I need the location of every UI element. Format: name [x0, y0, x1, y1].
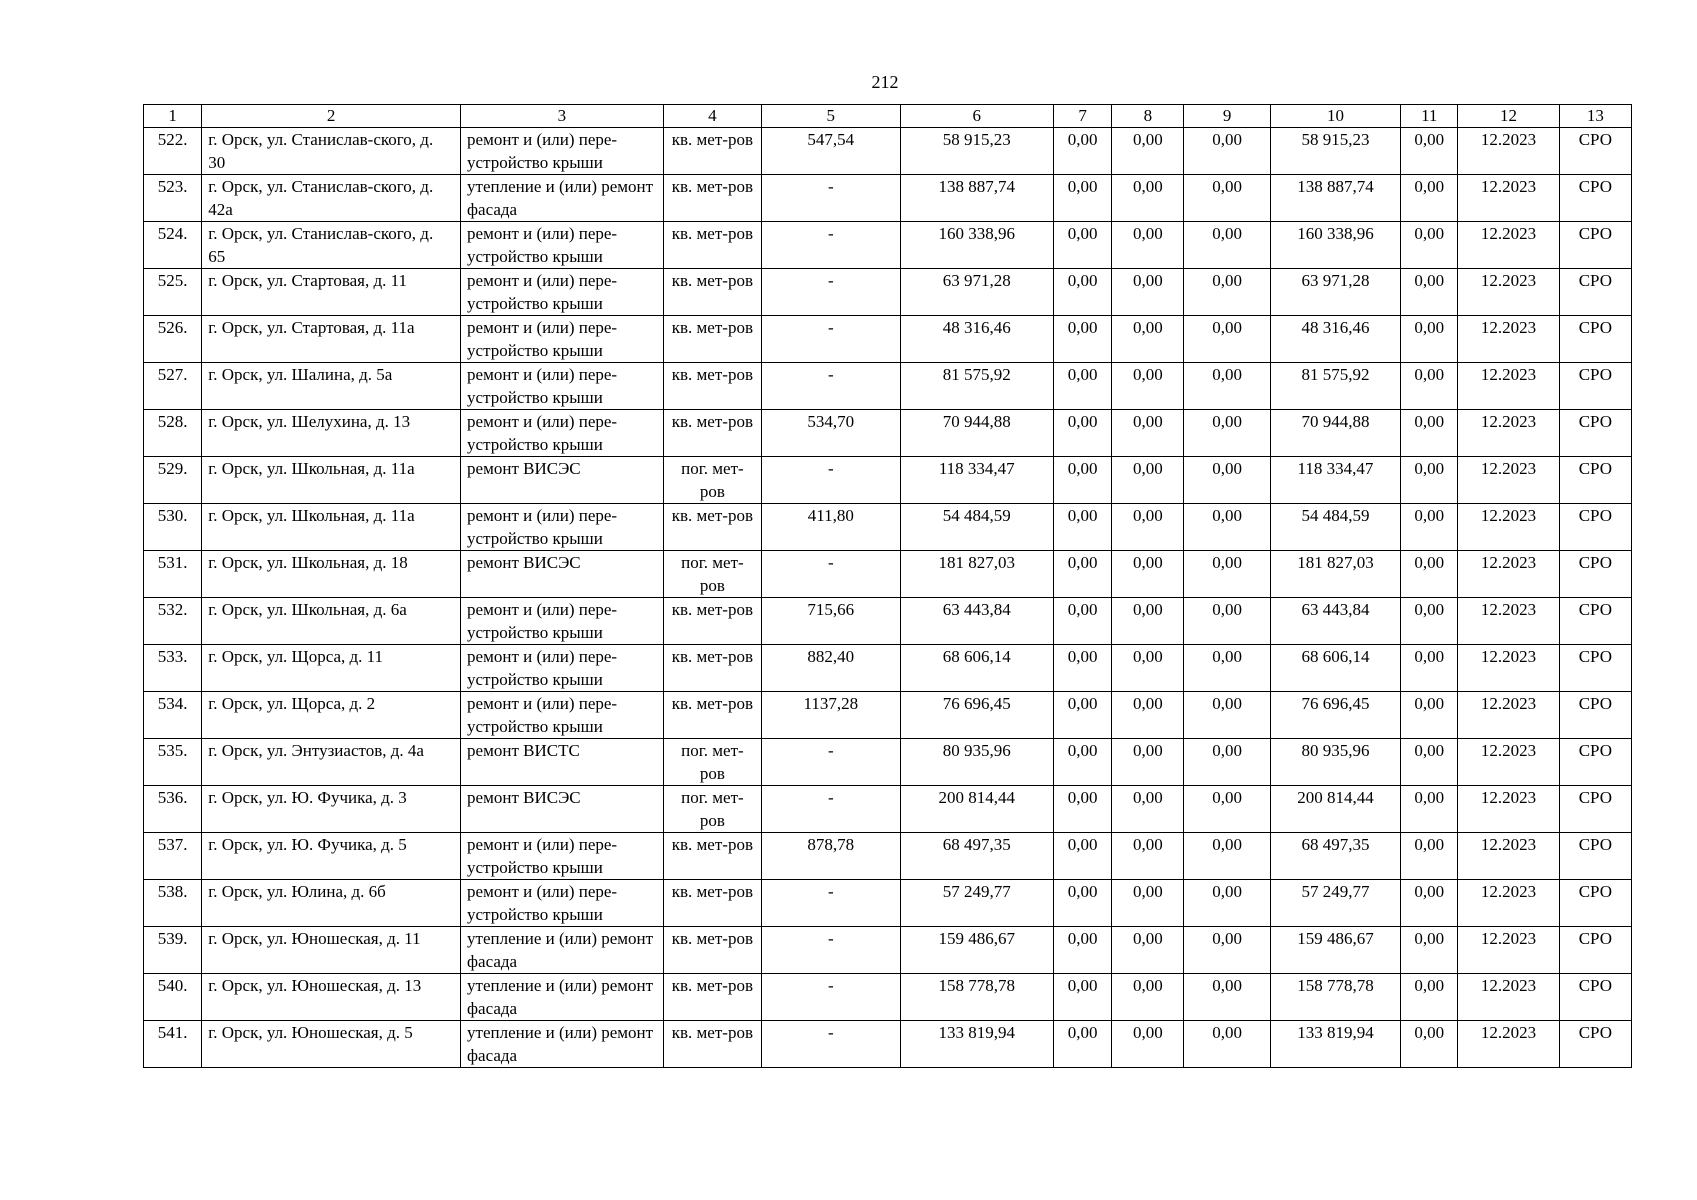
work-type-cell: ремонт и (или) пере-устройство крыши [461, 269, 664, 316]
quantity-cell: - [762, 175, 900, 222]
unit-cell: кв. мет-ров [663, 222, 761, 269]
total-cost-cell: 181 827,03 [900, 551, 1054, 598]
col8-cell: 0,00 [1112, 786, 1184, 833]
quantity-cell: - [762, 786, 900, 833]
quantity-cell: - [762, 551, 900, 598]
contractor-cell: СРО [1559, 410, 1631, 457]
quantity-cell: - [762, 880, 900, 927]
table-row [144, 128, 1632, 175]
col7-cell: 0,00 [1054, 974, 1112, 1021]
table-row [144, 1021, 1632, 1068]
fund-cost-cell: 181 827,03 [1270, 551, 1400, 598]
quantity-cell: 411,80 [762, 504, 900, 551]
unit-cell: кв. мет-ров [663, 316, 761, 363]
col11-cell: 0,00 [1401, 222, 1458, 269]
fund-cost-cell: 159 486,67 [1270, 927, 1400, 974]
quantity-cell: 882,40 [762, 645, 900, 692]
col8-cell: 0,00 [1112, 457, 1184, 504]
work-type-cell: утепление и (или) ремонт фасада [461, 974, 664, 1021]
contractor-cell: СРО [1559, 833, 1631, 880]
row-number: 523. [144, 175, 202, 222]
col7-cell: 0,00 [1054, 363, 1112, 410]
col9-cell: 0,00 [1184, 551, 1270, 598]
col8-cell: 0,00 [1112, 269, 1184, 316]
col9-cell: 0,00 [1184, 222, 1270, 269]
work-type-cell: ремонт и (или) пере-устройство крыши [461, 880, 664, 927]
deadline-cell: 12.2023 [1458, 1021, 1559, 1068]
total-cost-cell: 57 249,77 [900, 880, 1054, 927]
row-number: 540. [144, 974, 202, 1021]
col7-cell: 0,00 [1054, 692, 1112, 739]
col9-cell: 0,00 [1184, 1021, 1270, 1068]
address-cell: г. Орск, ул. Юношеская, д. 11 [202, 927, 461, 974]
fund-cost-cell: 118 334,47 [1270, 457, 1400, 504]
column-header: 1 [144, 105, 202, 128]
unit-cell: кв. мет-ров [663, 363, 761, 410]
col8-cell: 0,00 [1112, 222, 1184, 269]
col9-cell: 0,00 [1184, 974, 1270, 1021]
row-number: 533. [144, 645, 202, 692]
column-header: 8 [1112, 105, 1184, 128]
deadline-cell: 12.2023 [1458, 880, 1559, 927]
address-cell: г. Орск, ул. Ю. Фучика, д. 3 [202, 786, 461, 833]
deadline-cell: 12.2023 [1458, 128, 1559, 175]
column-header: 3 [461, 105, 664, 128]
deadline-cell: 12.2023 [1458, 504, 1559, 551]
row-number: 526. [144, 316, 202, 363]
contractor-cell: СРО [1559, 598, 1631, 645]
col8-cell: 0,00 [1112, 692, 1184, 739]
work-type-cell: утепление и (или) ремонт фасада [461, 1021, 664, 1068]
col9-cell: 0,00 [1184, 316, 1270, 363]
deadline-cell: 12.2023 [1458, 974, 1559, 1021]
deadline-cell: 12.2023 [1458, 927, 1559, 974]
total-cost-cell: 81 575,92 [900, 363, 1054, 410]
fund-cost-cell: 48 316,46 [1270, 316, 1400, 363]
work-type-cell: ремонт и (или) пере-устройство крыши [461, 504, 664, 551]
row-number: 532. [144, 598, 202, 645]
column-header: 10 [1270, 105, 1400, 128]
col11-cell: 0,00 [1401, 551, 1458, 598]
col11-cell: 0,00 [1401, 692, 1458, 739]
col8-cell: 0,00 [1112, 128, 1184, 175]
col9-cell: 0,00 [1184, 833, 1270, 880]
col11-cell: 0,00 [1401, 974, 1458, 1021]
unit-cell: кв. мет-ров [663, 504, 761, 551]
fund-cost-cell: 57 249,77 [1270, 880, 1400, 927]
total-cost-cell: 160 338,96 [900, 222, 1054, 269]
quantity-cell: - [762, 974, 900, 1021]
col11-cell: 0,00 [1401, 880, 1458, 927]
unit-cell: кв. мет-ров [663, 974, 761, 1021]
table-row [144, 551, 1632, 598]
quantity-cell: 715,66 [762, 598, 900, 645]
deadline-cell: 12.2023 [1458, 598, 1559, 645]
contractor-cell: СРО [1559, 786, 1631, 833]
unit-cell: пог. мет-ров [663, 551, 761, 598]
contractor-cell: СРО [1559, 363, 1631, 410]
fund-cost-cell: 133 819,94 [1270, 1021, 1400, 1068]
contractor-cell: СРО [1559, 316, 1631, 363]
col8-cell: 0,00 [1112, 410, 1184, 457]
row-number: 531. [144, 551, 202, 598]
col7-cell: 0,00 [1054, 1021, 1112, 1068]
quantity-cell: - [762, 1021, 900, 1068]
col8-cell: 0,00 [1112, 551, 1184, 598]
address-cell: г. Орск, ул. Шалина, д. 5а [202, 363, 461, 410]
column-header: 9 [1184, 105, 1270, 128]
row-number: 539. [144, 927, 202, 974]
work-type-cell: ремонт и (или) пере-устройство крыши [461, 222, 664, 269]
col11-cell: 0,00 [1401, 1021, 1458, 1068]
table-row [144, 598, 1632, 645]
col8-cell: 0,00 [1112, 833, 1184, 880]
fund-cost-cell: 81 575,92 [1270, 363, 1400, 410]
page-number: 212 [871, 72, 899, 92]
total-cost-cell: 54 484,59 [900, 504, 1054, 551]
address-cell: г. Орск, ул. Юношеская, д. 13 [202, 974, 461, 1021]
work-type-cell: ремонт ВИСТС [461, 739, 664, 786]
contractor-cell: СРО [1559, 551, 1631, 598]
total-cost-cell: 118 334,47 [900, 457, 1054, 504]
fund-cost-cell: 54 484,59 [1270, 504, 1400, 551]
col11-cell: 0,00 [1401, 504, 1458, 551]
contractor-cell: СРО [1559, 974, 1631, 1021]
col8-cell: 0,00 [1112, 974, 1184, 1021]
contractor-cell: СРО [1559, 645, 1631, 692]
quantity-cell: - [762, 269, 900, 316]
col11-cell: 0,00 [1401, 175, 1458, 222]
address-cell: г. Орск, ул. Стартовая, д. 11 [202, 269, 461, 316]
address-cell: г. Орск, ул. Юношеская, д. 5 [202, 1021, 461, 1068]
quantity-cell: - [762, 363, 900, 410]
quantity-cell: - [762, 927, 900, 974]
address-cell: г. Орск, ул. Стартовая, д. 11а [202, 316, 461, 363]
table-row [144, 833, 1632, 880]
deadline-cell: 12.2023 [1458, 457, 1559, 504]
col7-cell: 0,00 [1054, 128, 1112, 175]
contractor-cell: СРО [1559, 175, 1631, 222]
deadline-cell: 12.2023 [1458, 786, 1559, 833]
total-cost-cell: 48 316,46 [900, 316, 1054, 363]
col7-cell: 0,00 [1054, 551, 1112, 598]
column-header: 12 [1458, 105, 1559, 128]
col7-cell: 0,00 [1054, 833, 1112, 880]
column-header: 13 [1559, 105, 1631, 128]
quantity-cell: - [762, 457, 900, 504]
unit-cell: пог. мет-ров [663, 786, 761, 833]
column-header: 7 [1054, 105, 1112, 128]
col9-cell: 0,00 [1184, 927, 1270, 974]
total-cost-cell: 80 935,96 [900, 739, 1054, 786]
total-cost-cell: 159 486,67 [900, 927, 1054, 974]
col8-cell: 0,00 [1112, 363, 1184, 410]
data-table [143, 104, 1632, 1068]
column-header: 4 [663, 105, 761, 128]
column-header: 2 [202, 105, 461, 128]
unit-cell: кв. мет-ров [663, 598, 761, 645]
deadline-cell: 12.2023 [1458, 692, 1559, 739]
col9-cell: 0,00 [1184, 504, 1270, 551]
address-cell: г. Орск, ул. Школьная, д. 6а [202, 598, 461, 645]
col9-cell: 0,00 [1184, 457, 1270, 504]
col11-cell: 0,00 [1401, 739, 1458, 786]
col8-cell: 0,00 [1112, 1021, 1184, 1068]
table-row [144, 410, 1632, 457]
total-cost-cell: 133 819,94 [900, 1021, 1054, 1068]
col11-cell: 0,00 [1401, 363, 1458, 410]
contractor-cell: СРО [1559, 1021, 1631, 1068]
table-row [144, 786, 1632, 833]
table-row [144, 645, 1632, 692]
work-type-cell: ремонт и (или) пере-устройство крыши [461, 316, 664, 363]
total-cost-cell: 70 944,88 [900, 410, 1054, 457]
col11-cell: 0,00 [1401, 833, 1458, 880]
column-header: 6 [900, 105, 1054, 128]
row-number: 528. [144, 410, 202, 457]
table-row [144, 363, 1632, 410]
address-cell: г. Орск, ул. Школьная, д. 18 [202, 551, 461, 598]
unit-cell: кв. мет-ров [663, 410, 761, 457]
col8-cell: 0,00 [1112, 316, 1184, 363]
table-row [144, 175, 1632, 222]
table-row [144, 739, 1632, 786]
row-number: 525. [144, 269, 202, 316]
address-cell: г. Орск, ул. Щорса, д. 11 [202, 645, 461, 692]
address-cell: г. Орск, ул. Станислав-ского, д. 65 [202, 222, 461, 269]
col7-cell: 0,00 [1054, 880, 1112, 927]
row-number: 541. [144, 1021, 202, 1068]
address-cell: г. Орск, ул. Станислав-ского, д. 42а [202, 175, 461, 222]
fund-cost-cell: 70 944,88 [1270, 410, 1400, 457]
col7-cell: 0,00 [1054, 786, 1112, 833]
col11-cell: 0,00 [1401, 316, 1458, 363]
total-cost-cell: 138 887,74 [900, 175, 1054, 222]
col9-cell: 0,00 [1184, 598, 1270, 645]
address-cell: г. Орск, ул. Щорса, д. 2 [202, 692, 461, 739]
col11-cell: 0,00 [1401, 128, 1458, 175]
fund-cost-cell: 160 338,96 [1270, 222, 1400, 269]
fund-cost-cell: 68 606,14 [1270, 645, 1400, 692]
address-cell: г. Орск, ул. Станислав-ского, д. 30 [202, 128, 461, 175]
work-type-cell: ремонт и (или) пере-устройство крыши [461, 410, 664, 457]
quantity-cell: - [762, 316, 900, 363]
work-type-cell: утепление и (или) ремонт фасада [461, 927, 664, 974]
col9-cell: 0,00 [1184, 739, 1270, 786]
contractor-cell: СРО [1559, 269, 1631, 316]
col9-cell: 0,00 [1184, 128, 1270, 175]
contractor-cell: СРО [1559, 457, 1631, 504]
table-row [144, 504, 1632, 551]
col9-cell: 0,00 [1184, 786, 1270, 833]
unit-cell: кв. мет-ров [663, 927, 761, 974]
work-type-cell: ремонт ВИСЭС [461, 457, 664, 504]
row-number: 536. [144, 786, 202, 833]
col11-cell: 0,00 [1401, 410, 1458, 457]
quantity-cell: 1137,28 [762, 692, 900, 739]
work-type-cell: ремонт ВИСЭС [461, 786, 664, 833]
contractor-cell: СРО [1559, 128, 1631, 175]
total-cost-cell: 76 696,45 [900, 692, 1054, 739]
work-type-cell: ремонт и (или) пере-устройство крыши [461, 598, 664, 645]
fund-cost-cell: 68 497,35 [1270, 833, 1400, 880]
col7-cell: 0,00 [1054, 316, 1112, 363]
col9-cell: 0,00 [1184, 269, 1270, 316]
fund-cost-cell: 200 814,44 [1270, 786, 1400, 833]
col8-cell: 0,00 [1112, 739, 1184, 786]
contractor-cell: СРО [1559, 504, 1631, 551]
table-row [144, 880, 1632, 927]
col9-cell: 0,00 [1184, 410, 1270, 457]
table-row [144, 457, 1632, 504]
work-type-cell: утепление и (или) ремонт фасада [461, 175, 664, 222]
fund-cost-cell: 80 935,96 [1270, 739, 1400, 786]
col11-cell: 0,00 [1401, 927, 1458, 974]
col7-cell: 0,00 [1054, 222, 1112, 269]
work-type-cell: ремонт ВИСЭС [461, 551, 664, 598]
col7-cell: 0,00 [1054, 645, 1112, 692]
address-cell: г. Орск, ул. Ю. Фучика, д. 5 [202, 833, 461, 880]
unit-cell: кв. мет-ров [663, 692, 761, 739]
address-cell: г. Орск, ул. Школьная, д. 11а [202, 504, 461, 551]
col8-cell: 0,00 [1112, 645, 1184, 692]
total-cost-cell: 68 497,35 [900, 833, 1054, 880]
quantity-cell: - [762, 739, 900, 786]
unit-cell: кв. мет-ров [663, 645, 761, 692]
work-type-cell: ремонт и (или) пере-устройство крыши [461, 833, 664, 880]
fund-cost-cell: 138 887,74 [1270, 175, 1400, 222]
deadline-cell: 12.2023 [1458, 833, 1559, 880]
fund-cost-cell: 158 778,78 [1270, 974, 1400, 1021]
row-number: 527. [144, 363, 202, 410]
unit-cell: кв. мет-ров [663, 1021, 761, 1068]
address-cell: г. Орск, ул. Шелухина, д. 13 [202, 410, 461, 457]
table-row [144, 222, 1632, 269]
contractor-cell: СРО [1559, 739, 1631, 786]
header-row [144, 105, 1632, 128]
unit-cell: кв. мет-ров [663, 833, 761, 880]
row-number: 537. [144, 833, 202, 880]
fund-cost-cell: 58 915,23 [1270, 128, 1400, 175]
address-cell: г. Орск, ул. Энтузиастов, д. 4а [202, 739, 461, 786]
col11-cell: 0,00 [1401, 457, 1458, 504]
deadline-cell: 12.2023 [1458, 269, 1559, 316]
table-row [144, 316, 1632, 363]
quantity-cell: 878,78 [762, 833, 900, 880]
col7-cell: 0,00 [1054, 504, 1112, 551]
row-number: 522. [144, 128, 202, 175]
unit-cell: кв. мет-ров [663, 269, 761, 316]
fund-cost-cell: 63 443,84 [1270, 598, 1400, 645]
quantity-cell: 547,54 [762, 128, 900, 175]
col11-cell: 0,00 [1401, 645, 1458, 692]
total-cost-cell: 63 443,84 [900, 598, 1054, 645]
quantity-cell: - [762, 222, 900, 269]
contractor-cell: СРО [1559, 927, 1631, 974]
deadline-cell: 12.2023 [1458, 551, 1559, 598]
col11-cell: 0,00 [1401, 269, 1458, 316]
total-cost-cell: 68 606,14 [900, 645, 1054, 692]
row-number: 529. [144, 457, 202, 504]
contractor-cell: СРО [1559, 692, 1631, 739]
col7-cell: 0,00 [1054, 175, 1112, 222]
deadline-cell: 12.2023 [1458, 222, 1559, 269]
row-number: 534. [144, 692, 202, 739]
deadline-cell: 12.2023 [1458, 316, 1559, 363]
address-cell: г. Орск, ул. Школьная, д. 11а [202, 457, 461, 504]
deadline-cell: 12.2023 [1458, 175, 1559, 222]
col8-cell: 0,00 [1112, 175, 1184, 222]
col8-cell: 0,00 [1112, 504, 1184, 551]
col8-cell: 0,00 [1112, 880, 1184, 927]
col11-cell: 0,00 [1401, 786, 1458, 833]
column-header: 5 [762, 105, 900, 128]
work-type-cell: ремонт и (или) пере-устройство крыши [461, 645, 664, 692]
contractor-cell: СРО [1559, 222, 1631, 269]
col9-cell: 0,00 [1184, 692, 1270, 739]
total-cost-cell: 63 971,28 [900, 269, 1054, 316]
table-row [144, 692, 1632, 739]
fund-cost-cell: 63 971,28 [1270, 269, 1400, 316]
total-cost-cell: 58 915,23 [900, 128, 1054, 175]
table-row [144, 269, 1632, 316]
row-number: 535. [144, 739, 202, 786]
col7-cell: 0,00 [1054, 598, 1112, 645]
col7-cell: 0,00 [1054, 927, 1112, 974]
col9-cell: 0,00 [1184, 175, 1270, 222]
col11-cell: 0,00 [1401, 598, 1458, 645]
unit-cell: пог. мет-ров [663, 739, 761, 786]
quantity-cell: 534,70 [762, 410, 900, 457]
row-number: 538. [144, 880, 202, 927]
col7-cell: 0,00 [1054, 457, 1112, 504]
total-cost-cell: 200 814,44 [900, 786, 1054, 833]
column-header: 11 [1401, 105, 1458, 128]
unit-cell: пог. мет-ров [663, 457, 761, 504]
work-type-cell: ремонт и (или) пере-устройство крыши [461, 363, 664, 410]
row-number: 530. [144, 504, 202, 551]
col9-cell: 0,00 [1184, 645, 1270, 692]
unit-cell: кв. мет-ров [663, 175, 761, 222]
col7-cell: 0,00 [1054, 739, 1112, 786]
col8-cell: 0,00 [1112, 598, 1184, 645]
row-number: 524. [144, 222, 202, 269]
col8-cell: 0,00 [1112, 927, 1184, 974]
fund-cost-cell: 76 696,45 [1270, 692, 1400, 739]
address-cell: г. Орск, ул. Юлина, д. 6б [202, 880, 461, 927]
col7-cell: 0,00 [1054, 269, 1112, 316]
col7-cell: 0,00 [1054, 410, 1112, 457]
total-cost-cell: 158 778,78 [900, 974, 1054, 1021]
work-type-cell: ремонт и (или) пере-устройство крыши [461, 128, 664, 175]
col9-cell: 0,00 [1184, 363, 1270, 410]
contractor-cell: СРО [1559, 880, 1631, 927]
table-row [144, 974, 1632, 1021]
unit-cell: кв. мет-ров [663, 880, 761, 927]
deadline-cell: 12.2023 [1458, 645, 1559, 692]
col9-cell: 0,00 [1184, 880, 1270, 927]
deadline-cell: 12.2023 [1458, 410, 1559, 457]
deadline-cell: 12.2023 [1458, 739, 1559, 786]
table-row [144, 927, 1632, 974]
work-type-cell: ремонт и (или) пере-устройство крыши [461, 692, 664, 739]
deadline-cell: 12.2023 [1458, 363, 1559, 410]
unit-cell: кв. мет-ров [663, 128, 761, 175]
